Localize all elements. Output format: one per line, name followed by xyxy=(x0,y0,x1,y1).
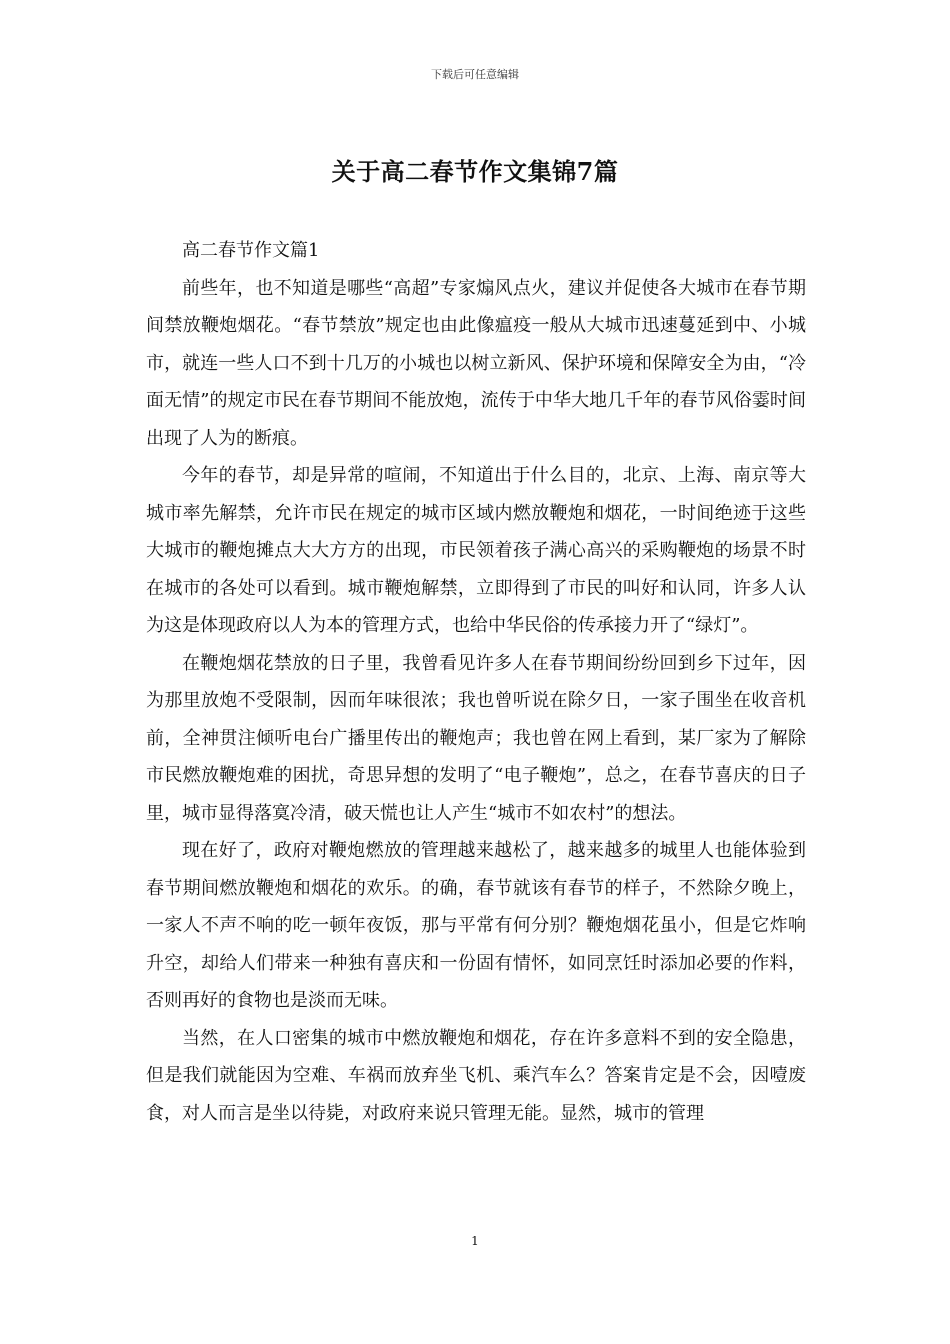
document-body xyxy=(146,232,806,1132)
header-note: 下载后可任意编辑 xyxy=(431,68,519,81)
section-heading: 高二春节作文篇1 xyxy=(182,240,320,261)
paragraph-5: 当然，在人口密集的城市中燃放鞭炮和烟花，存在许多意料不到的安全隐患，但是我们就能因为空难、车祸而放弃坐飞机、乘汽车么？答案肯定是不会，因噎废食，对人而言是坐以待毙，对政府来说只管理无能。显然，城市的管理 xyxy=(146,1027,806,1124)
page-number: 1 xyxy=(471,1234,479,1248)
paragraph-1: 前些年，也不知道是哪些“高超”专家煽风点火，建议并促使各大城市在春节期间禁放鞭炮烟花。“春节禁放”规定也由此像瘟疫一般从大城市迅速蔓延到中、小城市，就连一些人口不到十几万的小城也以树立新风、保护环境和保障安全为由，“冷面无情”的规定市民在春节期间不能放炮，流传于中华大地几千年的春节风俗霎时间出现了人为的断痕。 xyxy=(146,277,806,449)
paragraph-4: 现在好了，政府对鞭炮燃放的管理越来越松了，越来越多的城里人也能体验到春节期间燃放鞭炮和烟花的欢乐。的确，春节就该有春节的样子，不然除夕晚上，一家人不声不响的吃一顿年夜饭，那与平常有何分别？鞭炮烟花虽小，但是它炸响升空，却给人们带来一种独有喜庆和一份固有情怀，如同烹饪时添加必要的作料，否则再好的食物也是淡而无味。 xyxy=(146,840,806,1011)
paragraph-2: 今年的春节，却是异常的喧闹，不知道出于什么目的，北京、上海、南京等大城市率先解禁，允许市民在规定的城市区域内燃放鞭炮和烟花，一时间绝迹于这些大城市的鞭炮摊点大大方方的出现，市民领着孩子满心高兴的采购鞭炮的场景不时在城市的各处可以看到。城市鞭炮解禁，立即得到了市民的叫好和认同，许多人认为这是体现政府以人为本的管理方式，也给中华民俗的传承接力开了“绿灯”。 xyxy=(146,465,806,636)
paragraph-3: 在鞭炮烟花禁放的日子里，我曾看见许多人在春节期间纷纷回到乡下过年，因为那里放炮不受限制，因而年味很浓；我也曾听说在除夕日，一家子围坐在收音机前，全神贯注倾听电台广播里传出的鞭炮声；我也曾在网上看到，某厂家为了解除市民燃放鞭炮难的困扰，奇思异想的发明了“电子鞭炮”，总之，在春节喜庆的日子里，城市显得落寞冷清，破天慌也让人产生“城市不如农村”的想法。 xyxy=(146,652,806,824)
document-title: 关于高二春节作文集锦7篇 xyxy=(331,157,619,186)
